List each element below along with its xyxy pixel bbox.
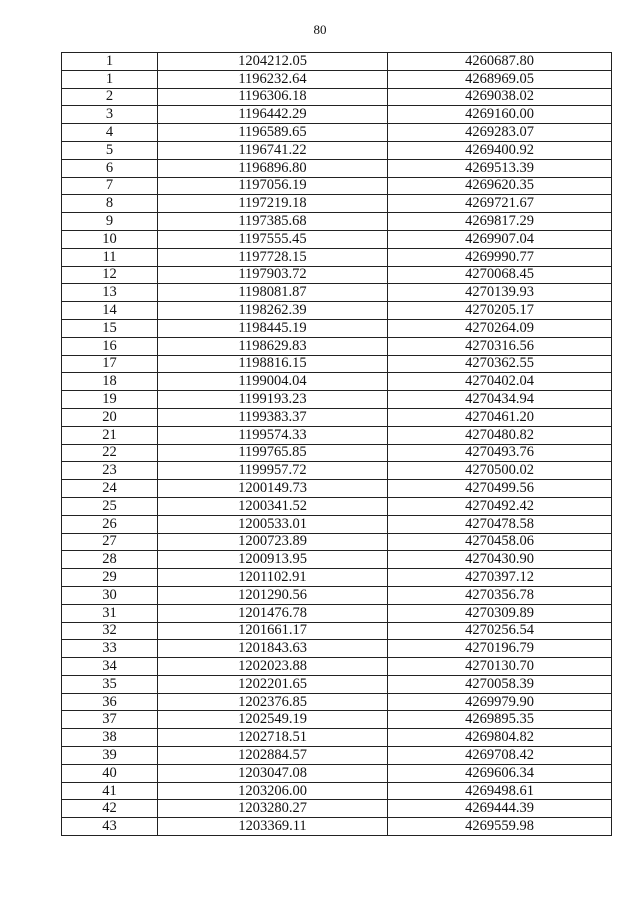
point-number-cell: 1 [62,53,158,71]
table-row [62,88,612,106]
x-coordinate-cell: 1198629.83 [158,337,388,355]
table-row [62,408,612,426]
table-row [62,70,612,88]
y-coordinate-cell: 4270309.89 [388,604,612,622]
x-coordinate-cell: 1201476.78 [158,604,388,622]
y-coordinate-cell: 4270068.45 [388,266,612,284]
table-row [62,675,612,693]
y-coordinate-cell: 4269895.35 [388,711,612,729]
x-coordinate-cell: 1197385.68 [158,213,388,231]
table-row [62,391,612,409]
point-number-cell: 27 [62,533,158,551]
y-coordinate-cell: 4270362.55 [388,355,612,373]
point-number-cell: 8 [62,195,158,213]
x-coordinate-cell: 1202549.19 [158,711,388,729]
point-number-cell: 29 [62,569,158,587]
coordinates-table [61,52,612,836]
x-coordinate-cell: 1203206.00 [158,782,388,800]
table-row [62,640,612,658]
point-number-cell: 31 [62,604,158,622]
y-coordinate-cell: 4269990.77 [388,248,612,266]
table-row [62,426,612,444]
table-row [62,177,612,195]
y-coordinate-cell: 4269721.67 [388,195,612,213]
table-row [62,248,612,266]
point-number-cell: 4 [62,124,158,142]
x-coordinate-cell: 1196232.64 [158,70,388,88]
point-number-cell: 32 [62,622,158,640]
table-row [62,782,612,800]
x-coordinate-cell: 1199193.23 [158,391,388,409]
point-number-cell: 28 [62,551,158,569]
y-coordinate-cell: 4269907.04 [388,230,612,248]
x-coordinate-cell: 1198816.15 [158,355,388,373]
y-coordinate-cell: 4270397.12 [388,569,612,587]
point-number-cell: 7 [62,177,158,195]
x-coordinate-cell: 1204212.05 [158,53,388,71]
table-row [62,355,612,373]
y-coordinate-cell: 4270500.02 [388,462,612,480]
table-row [62,159,612,177]
table-row [62,497,612,515]
x-coordinate-cell: 1201661.17 [158,622,388,640]
x-coordinate-cell: 1202718.51 [158,729,388,747]
table-row [62,444,612,462]
x-coordinate-cell: 1197555.45 [158,230,388,248]
point-number-cell: 6 [62,159,158,177]
y-coordinate-cell: 4270058.39 [388,675,612,693]
point-number-cell: 22 [62,444,158,462]
table-row [62,141,612,159]
point-number-cell: 26 [62,515,158,533]
point-number-cell: 19 [62,391,158,409]
point-number-cell: 36 [62,693,158,711]
point-number-cell: 43 [62,818,158,836]
table-row [62,462,612,480]
y-coordinate-cell: 4269498.61 [388,782,612,800]
point-number-cell: 16 [62,337,158,355]
table-row [62,480,612,498]
point-number-cell: 35 [62,675,158,693]
x-coordinate-cell: 1203047.08 [158,764,388,782]
y-coordinate-cell: 4260687.80 [388,53,612,71]
y-coordinate-cell: 4269513.39 [388,159,612,177]
table-row [62,124,612,142]
table-row [62,818,612,836]
x-coordinate-cell: 1200341.52 [158,497,388,515]
x-coordinate-cell: 1197219.18 [158,195,388,213]
point-number-cell: 15 [62,319,158,337]
x-coordinate-cell: 1198262.39 [158,302,388,320]
x-coordinate-cell: 1198081.87 [158,284,388,302]
x-coordinate-cell: 1203280.27 [158,800,388,818]
y-coordinate-cell: 4270316.56 [388,337,612,355]
x-coordinate-cell: 1203369.11 [158,818,388,836]
x-coordinate-cell: 1201843.63 [158,640,388,658]
y-coordinate-cell: 4270434.94 [388,391,612,409]
y-coordinate-cell: 4270493.76 [388,444,612,462]
table-row [62,800,612,818]
y-coordinate-cell: 4270461.20 [388,408,612,426]
point-number-cell: 25 [62,497,158,515]
point-number-cell: 23 [62,462,158,480]
coordinates-table-body [62,53,612,836]
x-coordinate-cell: 1202376.85 [158,693,388,711]
x-coordinate-cell: 1196896.80 [158,159,388,177]
y-coordinate-cell: 4270458.06 [388,533,612,551]
y-coordinate-cell: 4269804.82 [388,729,612,747]
table-row [62,729,612,747]
x-coordinate-cell: 1199957.72 [158,462,388,480]
x-coordinate-cell: 1200149.73 [158,480,388,498]
table-row [62,747,612,765]
x-coordinate-cell: 1197903.72 [158,266,388,284]
point-number-cell: 1 [62,70,158,88]
y-coordinate-cell: 4270256.54 [388,622,612,640]
y-coordinate-cell: 4269606.34 [388,764,612,782]
table-row [62,213,612,231]
x-coordinate-cell: 1199004.04 [158,373,388,391]
point-number-cell: 17 [62,355,158,373]
point-number-cell: 3 [62,106,158,124]
y-coordinate-cell: 4270478.58 [388,515,612,533]
table-row [62,569,612,587]
table-row [62,373,612,391]
y-coordinate-cell: 4270264.09 [388,319,612,337]
y-coordinate-cell: 4270130.70 [388,658,612,676]
table-row [62,302,612,320]
point-number-cell: 12 [62,266,158,284]
y-coordinate-cell: 4269444.39 [388,800,612,818]
table-row [62,764,612,782]
y-coordinate-cell: 4269620.35 [388,177,612,195]
x-coordinate-cell: 1201102.91 [158,569,388,587]
x-coordinate-cell: 1196306.18 [158,88,388,106]
point-number-cell: 13 [62,284,158,302]
x-coordinate-cell: 1196442.29 [158,106,388,124]
x-coordinate-cell: 1202884.57 [158,747,388,765]
y-coordinate-cell: 4270492.42 [388,497,612,515]
point-number-cell: 21 [62,426,158,444]
table-row [62,551,612,569]
x-coordinate-cell: 1200913.95 [158,551,388,569]
table-row [62,266,612,284]
y-coordinate-cell: 4270499.56 [388,480,612,498]
point-number-cell: 9 [62,213,158,231]
table-row [62,337,612,355]
point-number-cell: 30 [62,586,158,604]
x-coordinate-cell: 1200533.01 [158,515,388,533]
y-coordinate-cell: 4269160.00 [388,106,612,124]
y-coordinate-cell: 4270430.90 [388,551,612,569]
y-coordinate-cell: 4269979.90 [388,693,612,711]
y-coordinate-cell: 4270205.17 [388,302,612,320]
y-coordinate-cell: 4270196.79 [388,640,612,658]
table-row [62,622,612,640]
y-coordinate-cell: 4270139.93 [388,284,612,302]
x-coordinate-cell: 1198445.19 [158,319,388,337]
x-coordinate-cell: 1197728.15 [158,248,388,266]
page-number: 80 [313,22,327,37]
table-row [62,533,612,551]
x-coordinate-cell: 1202201.65 [158,675,388,693]
x-coordinate-cell: 1196589.65 [158,124,388,142]
x-coordinate-cell: 1199383.37 [158,408,388,426]
point-number-cell: 24 [62,480,158,498]
point-number-cell: 14 [62,302,158,320]
table-row [62,230,612,248]
y-coordinate-cell: 4268969.05 [388,70,612,88]
table-row [62,658,612,676]
y-coordinate-cell: 4269400.92 [388,141,612,159]
y-coordinate-cell: 4269708.42 [388,747,612,765]
table-row [62,106,612,124]
x-coordinate-cell: 1199574.33 [158,426,388,444]
point-number-cell: 20 [62,408,158,426]
table-row [62,515,612,533]
point-number-cell: 34 [62,658,158,676]
table-row [62,319,612,337]
point-number-cell: 39 [62,747,158,765]
table-row [62,604,612,622]
point-number-cell: 33 [62,640,158,658]
point-number-cell: 37 [62,711,158,729]
x-coordinate-cell: 1199765.85 [158,444,388,462]
x-coordinate-cell: 1202023.88 [158,658,388,676]
y-coordinate-cell: 4269283.07 [388,124,612,142]
table-row [62,284,612,302]
y-coordinate-cell: 4270480.82 [388,426,612,444]
x-coordinate-cell: 1200723.89 [158,533,388,551]
table-row [62,586,612,604]
table-row [62,53,612,71]
point-number-cell: 42 [62,800,158,818]
point-number-cell: 38 [62,729,158,747]
y-coordinate-cell: 4270402.04 [388,373,612,391]
x-coordinate-cell: 1196741.22 [158,141,388,159]
x-coordinate-cell: 1197056.19 [158,177,388,195]
table-row [62,195,612,213]
point-number-cell: 5 [62,141,158,159]
point-number-cell: 2 [62,88,158,106]
point-number-cell: 18 [62,373,158,391]
y-coordinate-cell: 4269559.98 [388,818,612,836]
point-number-cell: 11 [62,248,158,266]
point-number-cell: 40 [62,764,158,782]
y-coordinate-cell: 4269817.29 [388,213,612,231]
y-coordinate-cell: 4269038.02 [388,88,612,106]
table-row [62,711,612,729]
point-number-cell: 41 [62,782,158,800]
point-number-cell: 10 [62,230,158,248]
y-coordinate-cell: 4270356.78 [388,586,612,604]
x-coordinate-cell: 1201290.56 [158,586,388,604]
table-row [62,693,612,711]
